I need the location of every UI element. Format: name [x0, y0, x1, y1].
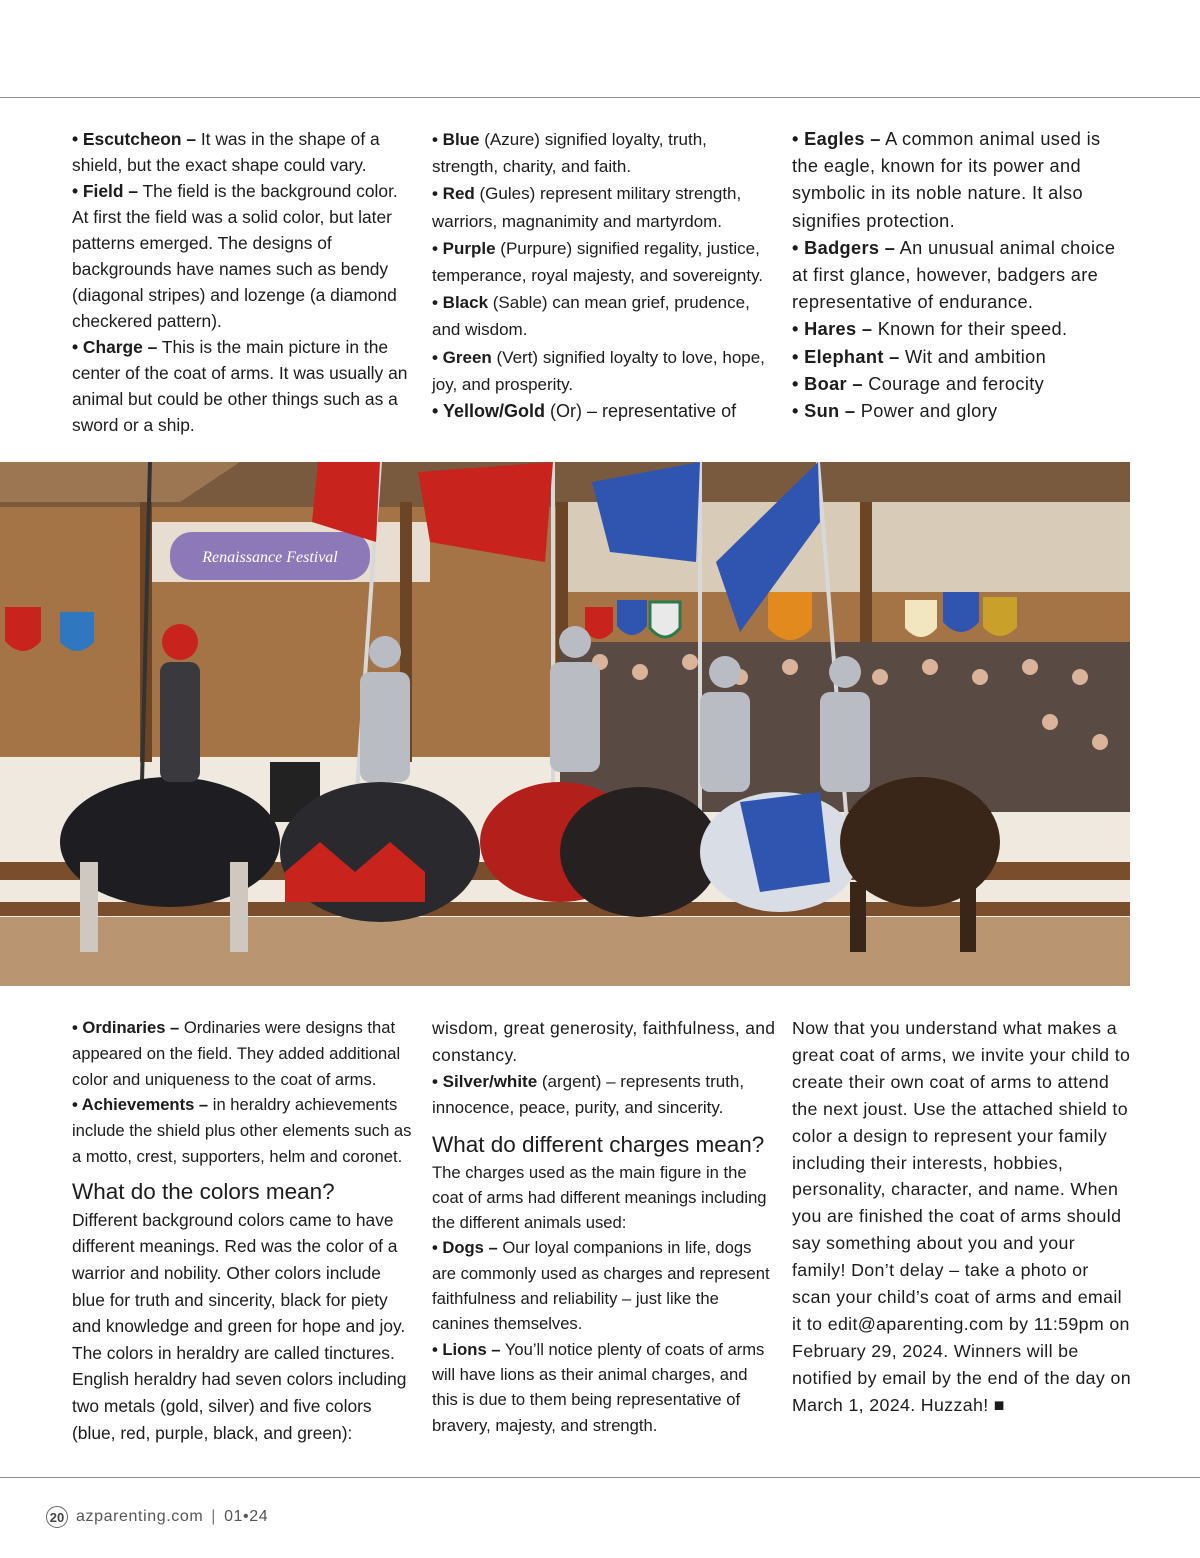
- charge-sun: • Sun – Power and glory: [792, 401, 998, 422]
- page-number: 20: [46, 1506, 68, 1528]
- top-column-2: [432, 126, 777, 425]
- closing-paragraph: Now that you understand what makes a great coat of arms, we invite your child to create their own coat of arms to attend the next joust. Use the attached shield to color a design to represent your family including their interests, hobbies, personality, character, and name. When you are finished the coat of arms should say something about you and your family! Don’t delay – take a photo or scan your child’s coat of arms and email it to edit@aparenting.com by 11:59pm on February 29, 2024. Winners will be notified by email by the end of the day on March 1, 2024. Huzzah! ■: [792, 1018, 1131, 1415]
- charge-hares: • Hares – Known for their speed.: [792, 319, 1068, 340]
- bottom-column-1: [72, 1015, 412, 1446]
- bottom-column-3: [792, 1015, 1132, 1419]
- charge-elephant: • Elephant – Wit and ambition: [792, 346, 1047, 367]
- color-silver: • Silver/white (argent) – represents truth, innocence, peace, purity, and sincerity.: [432, 1072, 745, 1117]
- color-black: • Black (Sable) can mean grief, prudence, and wisdom.: [432, 293, 750, 340]
- charge-eagles: • Eagles – A common animal used is the eagle, known for its power and symbolic in its noble nature. It also signifies protection.: [792, 129, 1101, 231]
- bottom-column-2: [432, 1015, 777, 1438]
- footer-separator: |: [211, 1508, 217, 1525]
- colors-body: Different background colors came to have different meanings. Red was the color of a warrior and nobility. Other colors include blue for truth and sincerity, black for piety and knowledge and green for hope and joy. The colors in heraldry are called tinctures. English heraldry had seven colors including two metals (gold, silver) and five colors (blue, red, purple, black, and green):: [72, 1209, 407, 1443]
- charge-boar: • Boar – Courage and ferocity: [792, 373, 1045, 394]
- footer-site: azparenting.com: [76, 1508, 204, 1525]
- top-column-3: [792, 126, 1132, 425]
- top-column-1: [72, 126, 412, 438]
- end-mark: ■: [993, 1394, 1005, 1415]
- definition-charge: • Charge – This is the main picture in the center of the coat of arms. It was usually an animal but could be other things such as a sword or a ship.: [72, 337, 408, 435]
- color-red: • Red (Gules) represent military strength, warriors, magnanimity and martyrdom.: [432, 184, 742, 231]
- charge-badgers: • Badgers – An unusual animal choice at first glance, however, badgers are representative of endurance.: [792, 237, 1116, 313]
- charge-dogs: • Dogs – Our loyal companions in life, dogs are commonly used as charges and represent faithfulness and reliability – just like the canines themselves.: [432, 1238, 770, 1334]
- bottom-rule: [0, 1477, 1200, 1478]
- definition-field: • Field – The field is the background color. At first the field was a solid color, but later patterns emerged. The designs of backgrounds have names such as bendy (diagonal stripes) and lozenge (a diamond checkered pattern).: [72, 181, 398, 331]
- gold-continuation: wisdom, great generosity, faithfulness, and constancy.: [432, 1018, 776, 1065]
- color-gold: • Yellow/Gold (Or) – representative of: [432, 401, 737, 422]
- color-green: • Green (Vert) signified loyalty to love, hope, joy, and prosperity.: [432, 347, 765, 394]
- top-rule: [0, 97, 1200, 98]
- festival-banner-text: Renaissance Festival: [202, 549, 338, 566]
- definition-ordinaries: • Ordinaries – Ordinaries were designs that appeared on the field. They added additional color and uniqueness to the coat of arms.: [72, 1018, 401, 1089]
- charge-lions: • Lions – You’ll notice plenty of coats of arms will have lions as their animal charges, and this is due to them being representative of bravery, majesty, and strength.: [432, 1339, 765, 1435]
- color-purple: • Purple (Purpure) signified regality, justice, temperance, royal majesty, and sovereignty.: [432, 238, 764, 286]
- definition-achievements: • Achievements – in heraldry achievements include the shield plus other elements such as a motto, crest, supporters, helm and coronet.: [72, 1095, 412, 1166]
- charges-heading: What do different charges mean?: [432, 1131, 765, 1157]
- color-blue: • Blue (Azure) signified loyalty, truth, strength, charity, and faith.: [432, 130, 707, 177]
- charges-intro: The charges used as the main figure in the coat of arms had different meanings including the different animals used:: [432, 1162, 767, 1233]
- definition-escutcheon: • Escutcheon – It was in the shape of a shield, but the exact shape could vary.: [72, 129, 380, 175]
- footer-issue: 01•24: [224, 1508, 269, 1525]
- joust-photo: [0, 462, 1130, 986]
- footer: [46, 1506, 268, 1528]
- colors-heading: What do the colors mean?: [72, 1178, 335, 1204]
